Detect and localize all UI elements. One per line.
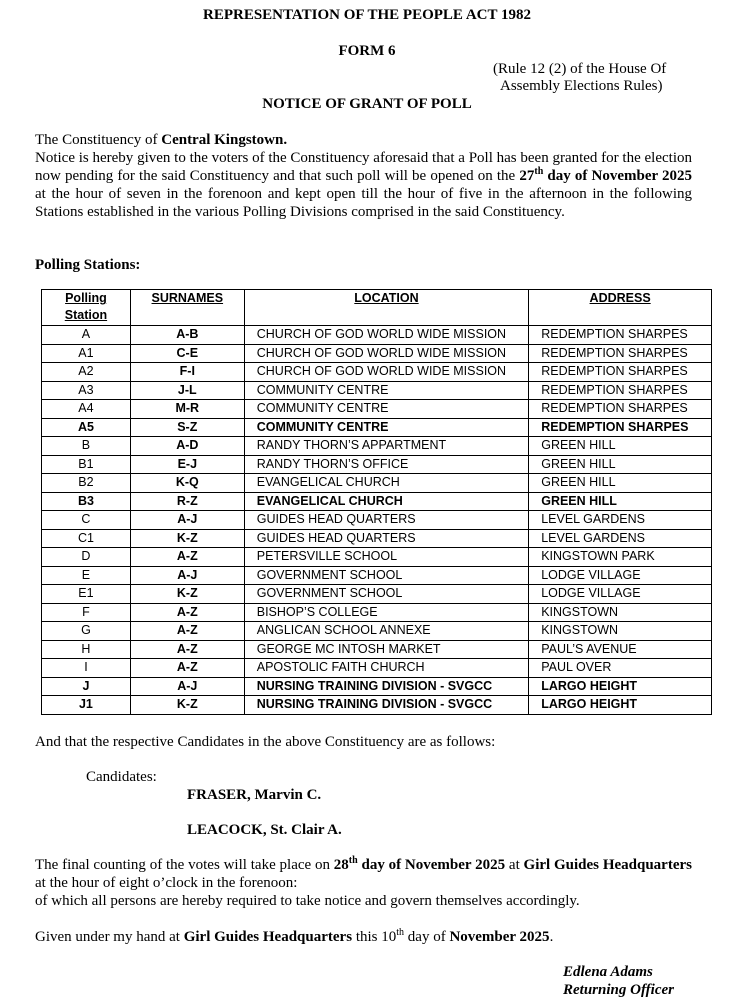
table-row (42, 622, 712, 641)
header-surnames: SURNAMES (130, 290, 244, 326)
cell-surnames: A-J (130, 511, 244, 530)
cell-location: CHURCH OF GOD WORLD WIDE MISSION (244, 326, 528, 345)
table-row (42, 492, 712, 511)
counting-date: day of November 2025 (357, 857, 506, 873)
cell-station: D (42, 548, 131, 567)
cell-surnames: A-Z (130, 659, 244, 678)
cell-address: REDEMPTION SHARPES (529, 418, 712, 437)
table-row (42, 677, 712, 696)
cell-address: LODGE VILLAGE (529, 585, 712, 604)
candidate-1: FRASER, Marvin C. (187, 787, 322, 803)
cell-address: LEVEL GARDENS (529, 529, 712, 548)
cell-station: J (42, 677, 131, 696)
cell-surnames: C-E (130, 344, 244, 363)
cell-address: LARGO HEIGHT (529, 677, 712, 696)
cell-surnames: J-L (130, 381, 244, 400)
cell-station: B (42, 437, 131, 456)
cell-station: A5 (42, 418, 131, 437)
cell-surnames: A-J (130, 677, 244, 696)
cell-address: KINGSTOWN (529, 603, 712, 622)
table-row (42, 696, 712, 715)
table-row (42, 363, 712, 382)
cell-surnames: K-Q (130, 474, 244, 493)
cell-address: REDEMPTION SHARPES (529, 326, 712, 345)
constituency-name: Central Kingstown. (161, 132, 288, 148)
cell-address: REDEMPTION SHARPES (529, 400, 712, 419)
counting-prefix: The final counting of the votes will take place on (35, 857, 334, 873)
table-row (42, 548, 712, 567)
cell-address: REDEMPTION SHARPES (529, 344, 712, 363)
table-row (42, 566, 712, 585)
cell-location: GOVERNMENT SCHOOL (244, 566, 528, 585)
cell-location: BISHOP’S COLLEGE (244, 603, 528, 622)
cell-station: C1 (42, 529, 131, 548)
cell-surnames: R-Z (130, 492, 244, 511)
cell-surnames: M-R (130, 400, 244, 419)
signature-name: Edlena Adams (563, 964, 653, 980)
given-day-suffix: th (396, 927, 405, 938)
act-title: REPRESENTATION OF THE PEOPLE ACT 1982 (203, 7, 531, 23)
form-number: FORM 6 (338, 43, 396, 59)
poll-date-suffix: th (534, 166, 544, 177)
cell-location: CHURCH OF GOD WORLD WIDE MISSION (244, 344, 528, 363)
table-row (42, 381, 712, 400)
cell-location: EVANGELICAL CHURCH (244, 474, 528, 493)
header-address: ADDRESS (529, 290, 712, 326)
cell-address: GREEN HILL (529, 474, 712, 493)
cell-surnames: K-Z (130, 585, 244, 604)
candidates-label: Candidates: (86, 769, 157, 785)
candidate-2: LEACOCK, St. Clair A. (187, 822, 342, 838)
cell-address: GREEN HILL (529, 455, 712, 474)
constituency-prefix: The Constituency of (35, 132, 162, 148)
table-header-row (42, 290, 712, 326)
cell-surnames: S-Z (130, 418, 244, 437)
cell-surnames: A-B (130, 326, 244, 345)
cell-station: A2 (42, 363, 131, 382)
cell-surnames: A-J (130, 566, 244, 585)
table-row (42, 585, 712, 604)
cell-address: REDEMPTION SHARPES (529, 381, 712, 400)
cell-address: PAUL OVER (529, 659, 712, 678)
cell-station: B3 (42, 492, 131, 511)
table-row (42, 529, 712, 548)
cell-station: E1 (42, 585, 131, 604)
rule-reference-line1: (Rule 12 (2) of the House Of (493, 61, 667, 77)
cell-location: RANDY THORN’S APPARTMENT (244, 437, 528, 456)
cell-station: H (42, 640, 131, 659)
table-row (42, 455, 712, 474)
cell-surnames: K-Z (130, 529, 244, 548)
given-end: . (549, 929, 554, 945)
cell-location: APOSTOLIC FAITH CHURCH (244, 659, 528, 678)
given-date: November 2025 (449, 929, 550, 945)
cell-location: GOVERNMENT SCHOOL (244, 585, 528, 604)
cell-station: E (42, 566, 131, 585)
cell-station: A3 (42, 381, 131, 400)
cell-address: LODGE VILLAGE (529, 566, 712, 585)
cell-station: B1 (42, 455, 131, 474)
given-mid: this 10 (352, 929, 397, 945)
cell-address: REDEMPTION SHARPES (529, 363, 712, 382)
cell-address: KINGSTOWN (529, 622, 712, 641)
cell-station: I (42, 659, 131, 678)
table-row (42, 400, 712, 419)
table-row (42, 344, 712, 363)
cell-station: G (42, 622, 131, 641)
given-prefix: Given under my hand at (35, 929, 184, 945)
rule-reference-line2: Assembly Elections Rules) (500, 78, 663, 94)
cell-location: NURSING TRAINING DIVISION - SVGCC (244, 696, 528, 715)
constituency-line (35, 131, 287, 149)
given-place: Girl Guides Headquarters (183, 929, 353, 945)
table-row (42, 326, 712, 345)
cell-location: COMMUNITY CENTRE (244, 381, 528, 400)
cell-address: LARGO HEIGHT (529, 696, 712, 715)
cell-location: COMMUNITY CENTRE (244, 418, 528, 437)
cell-station: A1 (42, 344, 131, 363)
cell-surnames: A-Z (130, 548, 244, 567)
notice-title: NOTICE OF GRANT OF POLL (262, 96, 472, 112)
cell-address: GREEN HILL (529, 437, 712, 456)
cell-address: PAUL’S AVENUE (529, 640, 712, 659)
notice-paragraph (35, 149, 692, 221)
cell-location: GUIDES HEAD QUARTERS (244, 511, 528, 530)
header-polling-station (42, 290, 131, 326)
signature-title: Returning Officer (563, 982, 674, 998)
cell-station: F (42, 603, 131, 622)
polling-stations-heading: Polling Stations: (35, 257, 141, 273)
header-station-line1: Polling (65, 291, 107, 305)
cell-address: GREEN HILL (529, 492, 712, 511)
cell-location: NURSING TRAINING DIVISION - SVGCC (244, 677, 528, 696)
cell-surnames: A-D (130, 437, 244, 456)
cell-location: RANDY THORN’S OFFICE (244, 455, 528, 474)
counting-place: Girl Guides Headquarters (523, 857, 692, 873)
counting-notice-line: of which all persons are hereby required to take notice and govern themselves accordingly. (35, 893, 580, 909)
cell-location: GUIDES HEAD QUARTERS (244, 529, 528, 548)
cell-location: PETERSVILLE SCHOOL (244, 548, 528, 567)
cell-station: A4 (42, 400, 131, 419)
table-row (42, 418, 712, 437)
cell-surnames: A-Z (130, 603, 244, 622)
cell-address: LEVEL GARDENS (529, 511, 712, 530)
counting-suffix: at the hour of eight o’clock in the forenoon: (35, 875, 298, 891)
counting-mid: at (505, 857, 524, 873)
cell-location: CHURCH OF GOD WORLD WIDE MISSION (244, 363, 528, 382)
notice-text-end: at the hour of seven in the forenoon and kept open till the hour of five in the afternoon in the following Stations established in the various Polling Divisions comprised in the said Constituency. (35, 186, 692, 220)
table-row (42, 603, 712, 622)
cell-surnames: K-Z (130, 696, 244, 715)
cell-address: KINGSTOWN PARK (529, 548, 712, 567)
cell-station: J1 (42, 696, 131, 715)
candidates-intro: And that the respective Candidates in the above Constituency are as follows: (35, 734, 496, 750)
given-mid2: day of (404, 929, 450, 945)
counting-date-number: 28 (333, 857, 349, 873)
cell-location: EVANGELICAL CHURCH (244, 492, 528, 511)
given-line (35, 928, 553, 946)
table-row (42, 511, 712, 530)
counting-paragraph (35, 856, 692, 892)
cell-location: GEORGE MC INTOSH MARKET (244, 640, 528, 659)
cell-station: A (42, 326, 131, 345)
cell-surnames: A-Z (130, 622, 244, 641)
poll-date: day of November 2025 (547, 168, 693, 184)
poll-date-number: 27 (519, 168, 535, 184)
notice-text: Notice is hereby given to the voters of the Constituency aforesaid that a Poll has been granted for the election now pending for the said Constituency and that such poll will be opened on the (35, 150, 692, 184)
counting-date-suffix: th (348, 855, 358, 866)
table-row (42, 437, 712, 456)
cell-surnames: A-Z (130, 640, 244, 659)
header-station-line2: Station (64, 308, 108, 322)
cell-location: COMMUNITY CENTRE (244, 400, 528, 419)
cell-station: B2 (42, 474, 131, 493)
table-row (42, 640, 712, 659)
cell-surnames: F-I (130, 363, 244, 382)
table-row (42, 659, 712, 678)
cell-station: C (42, 511, 131, 530)
header-location: LOCATION (244, 290, 528, 326)
polling-stations-table (41, 289, 712, 715)
cell-surnames: E-J (130, 455, 244, 474)
cell-location: ANGLICAN SCHOOL ANNEXE (244, 622, 528, 641)
table-row (42, 474, 712, 493)
